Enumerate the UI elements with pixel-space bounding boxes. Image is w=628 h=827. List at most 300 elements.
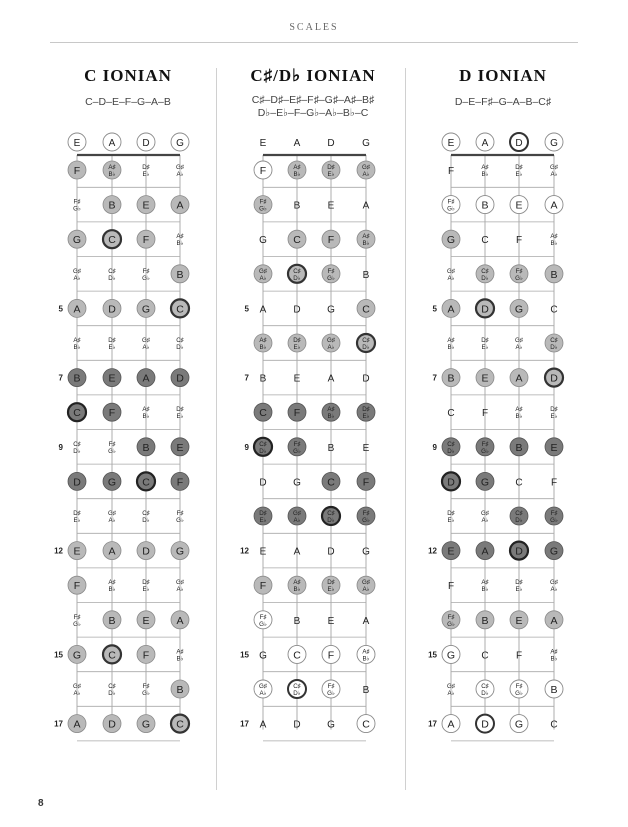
note-2-fret12-string4-label: G bbox=[362, 546, 370, 558]
note-1-fret6-string1-label-flat: B♭ bbox=[73, 344, 81, 351]
note-3-fret14-string1-label-flat: G♭ bbox=[447, 620, 455, 628]
note-3-fret15-string2-label: C bbox=[481, 650, 489, 662]
note-2-fret17-string3-label: G bbox=[327, 719, 335, 731]
note-1-fret11-string3-label-sharp: C♯ bbox=[142, 510, 150, 517]
open-string-2-4-label: G bbox=[362, 138, 370, 149]
note-1-fret13-string2-label-flat: B♭ bbox=[108, 586, 116, 594]
note-1-fret7-string2-label: E bbox=[108, 372, 116, 385]
note-1-fret16-string2-label-flat: D♭ bbox=[108, 690, 116, 697]
note-3-fret16-string3-label-sharp: F♯ bbox=[515, 683, 523, 690]
note-2-fret6-string4-label-flat: D♭ bbox=[362, 344, 370, 351]
note-1-fret4-string3-label-flat: G♭ bbox=[142, 274, 150, 282]
note-1-fret15-string3-label: F bbox=[142, 649, 150, 662]
open-string-2-2-label: A bbox=[293, 138, 301, 149]
scale-notes-2b: D♭–E♭–F–G♭–A♭–B♭–C bbox=[257, 107, 369, 119]
note-2-fret9-string2-label-flat: G♭ bbox=[293, 447, 301, 455]
note-3-fret6-string2-label-flat: E♭ bbox=[481, 344, 489, 351]
note-1-fret3-string3-label: F bbox=[142, 234, 150, 247]
note-3-fret7-string4-label: D bbox=[550, 372, 558, 385]
note-1-fret4-string3-label-sharp: F♯ bbox=[142, 267, 150, 275]
note-3-fret14-string4-label: A bbox=[550, 614, 558, 627]
note-2-fret15-string1-label: G bbox=[259, 650, 267, 662]
note-2-fret10-string4-label: F bbox=[362, 476, 370, 489]
note-2-fret13-string2-label-flat: B♭ bbox=[293, 586, 301, 594]
note-1-fret10-string3-label: C bbox=[142, 476, 150, 489]
note-1-fret11-string4-label-sharp: F♯ bbox=[176, 510, 184, 517]
note-3-fret9-string2-label-sharp: F♯ bbox=[481, 440, 489, 448]
fret-marker-3-12: 12 bbox=[428, 546, 437, 556]
note-1-fret6-string3-label-sharp: G♯ bbox=[142, 337, 150, 344]
note-3-fret6-string4-label-sharp: C♯ bbox=[550, 337, 558, 344]
note-1-fret4-string2-label-sharp: C♯ bbox=[108, 267, 116, 275]
fret-marker-2-9: 9 bbox=[244, 442, 249, 452]
note-2-fret1-string1-label: F bbox=[259, 165, 267, 177]
note-2-fret15-string3-label: F bbox=[327, 649, 335, 662]
note-1-fret5-string1-label: A bbox=[73, 303, 81, 316]
note-1-fret7-string3-label: A bbox=[142, 372, 150, 385]
note-1-fret12-string3-label: D bbox=[142, 545, 150, 558]
note-1-fret1-string4-label-flat: A♭ bbox=[176, 171, 184, 178]
note-3-fret7-string2-label: E bbox=[481, 372, 489, 385]
note-1-fret6-string4-label-sharp: C♯ bbox=[176, 337, 184, 344]
note-3-fret6-string1-label-flat: B♭ bbox=[447, 344, 455, 351]
fret-marker-2-7: 7 bbox=[244, 373, 249, 383]
note-3-fret8-string1-label: C bbox=[447, 408, 455, 420]
note-3-fret9-string3-label: B bbox=[515, 441, 523, 454]
note-3-fret17-string4-label: C bbox=[550, 719, 558, 731]
note-1-fret8-string3-label-flat: B♭ bbox=[142, 413, 150, 421]
note-1-fret16-string3-label-sharp: F♯ bbox=[142, 683, 150, 690]
note-3-fret17-string2-label: D bbox=[481, 718, 489, 731]
note-1-fret10-string1-label: D bbox=[73, 476, 81, 489]
note-3-fret13-string4-label-flat: A♭ bbox=[550, 586, 558, 594]
note-3-fret11-string1-label-sharp: D♯ bbox=[447, 510, 455, 517]
note-3-fret1-string2-label-flat: B♭ bbox=[481, 171, 489, 178]
note-2-fret11-string3-label-sharp: C♯ bbox=[327, 510, 335, 517]
note-1-fret3-string4-label-flat: B♭ bbox=[176, 240, 184, 248]
note-2-fret16-string1-label-flat: A♭ bbox=[259, 690, 267, 697]
fret-marker-1-9: 9 bbox=[58, 442, 63, 452]
scale-notes-3: D–E–F♯–G–A–B–C♯ bbox=[454, 96, 552, 108]
note-2-fret5-string3-label: G bbox=[327, 304, 335, 316]
note-2-fret9-string3-label: B bbox=[327, 442, 335, 454]
note-3-fret6-string3-label-sharp: G♯ bbox=[515, 337, 523, 344]
fret-marker-1-15: 15 bbox=[54, 650, 63, 660]
note-2-fret17-string4-label: C bbox=[362, 718, 370, 731]
note-3-fret16-string4-label: B bbox=[550, 684, 558, 696]
note-3-fret12-string2-label: A bbox=[481, 545, 489, 558]
note-1-fret4-string4-label: B bbox=[176, 268, 184, 281]
fret-marker-1-7: 7 bbox=[58, 373, 63, 383]
note-1-fret9-string1-label-flat: D♭ bbox=[73, 447, 81, 455]
note-2-fret8-string2-label: F bbox=[293, 407, 301, 420]
note-1-fret2-string3-label: E bbox=[142, 199, 150, 212]
note-3-fret1-string4-label-flat: A♭ bbox=[550, 171, 558, 178]
fret-marker-3-5: 5 bbox=[432, 304, 437, 314]
note-2-fret11-string3-label-flat: D♭ bbox=[327, 517, 335, 524]
note-3-fret14-string3-label: E bbox=[515, 614, 523, 627]
fret-marker-3-9: 9 bbox=[432, 442, 437, 452]
note-3-fret16-string2-label-flat: D♭ bbox=[481, 690, 489, 697]
note-3-fret3-string1-label: G bbox=[446, 234, 456, 247]
note-3-fret10-string3-label: C bbox=[515, 477, 523, 489]
note-3-fret1-string3-label-sharp: D♯ bbox=[515, 164, 523, 171]
open-string-1-3-label: D bbox=[142, 138, 150, 149]
scale-title-3: D IONIAN bbox=[459, 66, 547, 85]
note-3-fret6-string2-label-sharp: D♯ bbox=[481, 337, 489, 344]
note-1-fret10-string4-label: F bbox=[176, 476, 184, 489]
note-3-fret11-string3-label-flat: D♭ bbox=[515, 517, 523, 524]
note-3-fret9-string2-label-flat: G♭ bbox=[481, 447, 489, 455]
note-2-fret8-string3-label-flat: B♭ bbox=[327, 413, 335, 421]
note-2-fret15-string2-label: C bbox=[293, 649, 301, 662]
fret-marker-3-17: 17 bbox=[428, 719, 437, 729]
note-1-fret1-string2-label-sharp: A♯ bbox=[108, 164, 116, 171]
note-2-fret16-string2-label-sharp: C♯ bbox=[293, 683, 301, 690]
note-1-fret9-string3-label: B bbox=[142, 441, 150, 454]
note-2-fret6-string3-label-flat: A♭ bbox=[327, 344, 335, 351]
note-3-fret15-string4-label-sharp: A♯ bbox=[550, 648, 558, 656]
open-string-1-1-label: E bbox=[73, 138, 81, 149]
open-string-3-3-label: D bbox=[515, 138, 523, 149]
note-1-fret13-string1-label: F bbox=[73, 580, 81, 593]
note-1-fret11-string3-label-flat: D♭ bbox=[142, 517, 150, 524]
note-2-fret12-string2-label: A bbox=[293, 546, 301, 558]
note-2-fret8-string4-label-flat: E♭ bbox=[362, 413, 370, 421]
note-2-fret12-string1-label: E bbox=[259, 546, 267, 558]
note-2-fret17-string2-label: D bbox=[293, 719, 301, 731]
note-2-fret9-string4-label: E bbox=[362, 442, 370, 454]
note-3-fret4-string2-label-flat: D♭ bbox=[481, 274, 489, 282]
note-3-fret2-string4-label: A bbox=[550, 199, 558, 212]
note-2-fret8-string4-label-sharp: D♯ bbox=[362, 406, 370, 414]
note-1-fret2-string2-label: B bbox=[108, 199, 116, 212]
note-1-fret1-string3-label-flat: E♭ bbox=[142, 171, 150, 178]
note-3-fret4-string3-label-sharp: F♯ bbox=[515, 267, 523, 275]
note-2-fret3-string3-label: F bbox=[327, 234, 335, 247]
note-1-fret14-string4-label: A bbox=[176, 614, 184, 627]
note-1-fret6-string2-label-flat: E♭ bbox=[108, 344, 116, 351]
note-3-fret13-string3-label-flat: E♭ bbox=[515, 586, 523, 594]
note-2-fret13-string4-label-sharp: G♯ bbox=[362, 579, 370, 587]
open-string-3-2-label: A bbox=[481, 138, 489, 149]
note-2-fret16-string1-label-sharp: G♯ bbox=[259, 683, 267, 690]
note-3-fret8-string2-label: F bbox=[481, 408, 489, 420]
note-2-fret14-string4-label: A bbox=[362, 615, 370, 627]
note-1-fret12-string1-label: E bbox=[73, 545, 81, 558]
note-2-fret14-string1-label-flat: G♭ bbox=[259, 620, 267, 628]
note-2-fret16-string3-label-sharp: F♯ bbox=[327, 683, 335, 690]
note-2-fret11-string1-label-sharp: D♯ bbox=[259, 510, 267, 517]
note-1-fret7-string4-label: D bbox=[176, 372, 184, 385]
note-1-fret9-string2-label-flat: G♭ bbox=[108, 447, 116, 455]
note-3-fret15-string4-label-flat: B♭ bbox=[550, 655, 558, 663]
note-1-fret2-string1-label-flat: G♭ bbox=[73, 205, 81, 213]
note-2-fret6-string3-label-sharp: G♯ bbox=[327, 337, 335, 344]
note-2-fret7-string4-label: D bbox=[362, 373, 370, 385]
note-3-fret1-string2-label-sharp: A♯ bbox=[481, 164, 489, 171]
open-string-1-4-label: G bbox=[176, 138, 184, 149]
note-1-fret3-string2-label: C bbox=[108, 234, 116, 247]
note-2-fret1-string4-label-sharp: G♯ bbox=[362, 164, 370, 171]
note-1-fret15-string4-label-sharp: A♯ bbox=[176, 648, 184, 656]
note-3-fret4-string2-label-sharp: C♯ bbox=[481, 267, 489, 275]
note-2-fret3-string1-label: G bbox=[259, 235, 267, 247]
note-1-fret5-string4-label: C bbox=[176, 303, 184, 316]
note-2-fret8-string1-label: C bbox=[259, 407, 267, 420]
note-1-fret6-string2-label-sharp: D♯ bbox=[108, 337, 116, 344]
note-2-fret13-string4-label-flat: A♭ bbox=[362, 586, 370, 594]
note-1-fret11-string1-label-sharp: D♯ bbox=[73, 510, 81, 517]
note-1-fret14-string1-label-sharp: F♯ bbox=[73, 613, 81, 621]
note-3-fret12-string3-label: D bbox=[515, 545, 523, 558]
note-3-fret16-string1-label-flat: A♭ bbox=[447, 690, 455, 697]
note-2-fret9-string1-label-flat: D♭ bbox=[259, 447, 267, 455]
note-1-fret11-string2-label-sharp: G♯ bbox=[108, 510, 116, 517]
note-1-fret2-string1-label-sharp: F♯ bbox=[73, 198, 81, 206]
note-2-fret5-string4-label: C bbox=[362, 303, 370, 316]
note-3-fret14-string1-label-sharp: F♯ bbox=[447, 613, 455, 621]
note-2-fret16-string2-label-flat: D♭ bbox=[293, 690, 301, 697]
note-2-fret7-string1-label: B bbox=[259, 373, 267, 385]
note-1-fret1-string2-label-flat: B♭ bbox=[108, 171, 116, 178]
note-2-fret6-string2-label-sharp: D♯ bbox=[293, 337, 301, 344]
note-1-fret1-string4-label-sharp: G♯ bbox=[176, 164, 184, 171]
open-string-3-1-label: E bbox=[447, 138, 455, 149]
note-3-fret4-string3-label-flat: G♭ bbox=[515, 274, 523, 282]
note-2-fret13-string3-label-flat: E♭ bbox=[327, 586, 335, 594]
note-2-fret6-string2-label-flat: E♭ bbox=[293, 344, 301, 351]
note-1-fret14-string1-label-flat: G♭ bbox=[73, 620, 81, 628]
note-2-fret12-string3-label: D bbox=[327, 546, 335, 558]
note-2-fret11-string2-label-sharp: G♯ bbox=[293, 510, 301, 517]
note-3-fret13-string1-label: F bbox=[447, 581, 455, 593]
note-2-fret4-string1-label-flat: A♭ bbox=[259, 274, 267, 282]
note-2-fret2-string3-label: E bbox=[327, 200, 335, 212]
note-2-fret6-string1-label-flat: B♭ bbox=[259, 344, 267, 351]
note-1-fret9-string2-label-sharp: F♯ bbox=[108, 440, 116, 448]
fret-marker-1-12: 12 bbox=[54, 546, 63, 556]
note-3-fret13-string2-label-sharp: A♯ bbox=[481, 579, 489, 587]
note-1-fret5-string2-label: D bbox=[108, 303, 116, 316]
note-2-fret3-string4-label-flat: B♭ bbox=[362, 240, 370, 248]
note-1-fret12-string4-label: G bbox=[175, 545, 185, 558]
note-3-fret17-string3-label: G bbox=[514, 718, 524, 731]
note-3-fret1-string3-label-flat: E♭ bbox=[515, 171, 523, 178]
note-3-fret10-string4-label: F bbox=[550, 477, 558, 489]
note-1-fret8-string4-label-sharp: D♯ bbox=[176, 406, 184, 414]
note-3-fret11-string2-label-sharp: G♯ bbox=[481, 510, 489, 517]
note-2-fret11-string1-label-flat: E♭ bbox=[259, 517, 267, 524]
note-2-fret1-string3-label-sharp: D♯ bbox=[327, 164, 335, 171]
note-2-fret4-string2-label-flat: D♭ bbox=[293, 274, 301, 282]
note-2-fret1-string3-label-flat: E♭ bbox=[327, 171, 335, 178]
note-3-fret8-string3-label-flat: B♭ bbox=[515, 413, 523, 421]
note-3-fret6-string3-label-flat: A♭ bbox=[515, 344, 523, 351]
note-1-fret3-string1-label: G bbox=[72, 234, 82, 247]
note-3-fret12-string1-label: E bbox=[447, 545, 455, 558]
note-3-fret10-string1-label: D bbox=[447, 476, 455, 489]
note-1-fret2-string4-label: A bbox=[176, 199, 184, 212]
note-3-fret4-string4-label: B bbox=[550, 268, 558, 281]
note-2-fret7-string3-label: A bbox=[327, 373, 335, 385]
note-3-fret6-string1-label-sharp: A♯ bbox=[447, 337, 455, 344]
note-3-fret14-string2-label: B bbox=[481, 614, 489, 627]
running-header: SCALES bbox=[289, 22, 339, 33]
note-2-fret15-string4-label-sharp: A♯ bbox=[362, 648, 370, 656]
note-2-fret8-string3-label-sharp: A♯ bbox=[327, 406, 335, 414]
note-2-fret10-string2-label: G bbox=[293, 477, 301, 489]
note-1-fret16-string3-label-flat: G♭ bbox=[142, 690, 150, 697]
note-3-fret4-string1-label-sharp: G♯ bbox=[447, 267, 455, 275]
note-1-fret15-string1-label: G bbox=[72, 649, 82, 662]
scale-notes-1: C–D–E–F–G–A–B bbox=[85, 96, 171, 108]
note-2-fret4-string2-label-sharp: C♯ bbox=[293, 267, 301, 275]
note-2-fret13-string3-label-sharp: D♯ bbox=[327, 579, 335, 587]
note-3-fret11-string4-label-sharp: F♯ bbox=[550, 510, 558, 517]
note-3-fret11-string4-label-flat: G♭ bbox=[550, 517, 558, 524]
note-3-fret5-string4-label: C bbox=[550, 304, 558, 316]
note-3-fret15-string3-label: F bbox=[515, 650, 523, 662]
note-3-fret1-string4-label-sharp: G♯ bbox=[550, 164, 558, 171]
note-1-fret15-string2-label: C bbox=[108, 649, 116, 662]
note-3-fret16-string3-label-flat: G♭ bbox=[515, 690, 523, 697]
note-2-fret11-string4-label-flat: G♭ bbox=[362, 517, 370, 524]
note-3-fret8-string4-label-sharp: D♯ bbox=[550, 406, 558, 414]
note-1-fret12-string2-label: A bbox=[108, 545, 116, 558]
note-2-fret2-string4-label: A bbox=[362, 200, 370, 212]
note-1-fret11-string4-label-flat: G♭ bbox=[176, 517, 184, 524]
note-2-fret9-string2-label-sharp: F♯ bbox=[293, 440, 301, 448]
note-1-fret6-string4-label-flat: D♭ bbox=[176, 344, 184, 351]
note-2-fret14-string2-label: B bbox=[293, 615, 301, 627]
note-1-fret15-string4-label-flat: B♭ bbox=[176, 655, 184, 663]
note-2-fret16-string4-label: B bbox=[362, 685, 370, 696]
note-2-fret4-string3-label-flat: G♭ bbox=[327, 274, 335, 282]
open-string-2-3-label: D bbox=[327, 138, 335, 149]
note-3-fret3-string4-label-flat: B♭ bbox=[550, 240, 558, 248]
note-3-fret11-string2-label-flat: A♭ bbox=[481, 517, 489, 524]
note-1-fret17-string3-label: G bbox=[141, 718, 151, 731]
note-3-fret1-string1-label: F bbox=[447, 166, 455, 177]
note-1-fret14-string2-label: B bbox=[108, 614, 116, 627]
open-string-2-1-label: E bbox=[259, 138, 267, 149]
note-1-fret14-string3-label: E bbox=[142, 614, 150, 627]
fret-marker-1-17: 17 bbox=[54, 719, 63, 729]
note-2-fret5-string1-label: A bbox=[259, 304, 267, 316]
note-2-fret3-string4-label-sharp: A♯ bbox=[362, 233, 370, 241]
note-3-fret16-string2-label-sharp: C♯ bbox=[481, 683, 489, 690]
fret-marker-1-5: 5 bbox=[58, 304, 63, 314]
note-3-fret13-string3-label-sharp: D♯ bbox=[515, 579, 523, 587]
note-3-fret2-string3-label: E bbox=[515, 199, 523, 212]
note-3-fret3-string3-label: F bbox=[515, 235, 523, 247]
note-2-fret3-string2-label: C bbox=[293, 234, 301, 247]
note-3-fret11-string1-label-flat: E♭ bbox=[447, 517, 455, 524]
note-3-fret8-string3-label-sharp: A♯ bbox=[515, 406, 523, 414]
note-3-fret7-string1-label: B bbox=[447, 372, 455, 385]
note-1-fret13-string4-label-sharp: G♯ bbox=[176, 579, 184, 587]
note-1-fret11-string2-label-flat: A♭ bbox=[108, 517, 116, 524]
note-2-fret10-string1-label: D bbox=[259, 477, 267, 489]
note-3-fret15-string1-label: G bbox=[446, 649, 456, 662]
note-1-fret11-string1-label-flat: E♭ bbox=[73, 517, 81, 524]
note-1-fret4-string2-label-flat: D♭ bbox=[108, 274, 116, 282]
note-1-fret16-string2-label-sharp: C♯ bbox=[108, 683, 116, 690]
note-3-fret9-string1-label-flat: D♭ bbox=[447, 447, 455, 455]
note-2-fret7-string2-label: E bbox=[293, 373, 301, 385]
note-3-fret9-string1-label-sharp: C♯ bbox=[447, 440, 455, 448]
note-1-fret8-string1-label: C bbox=[73, 407, 81, 420]
open-string-3-4-label: G bbox=[550, 138, 558, 149]
note-2-fret1-string2-label-sharp: A♯ bbox=[293, 164, 301, 171]
note-1-fret8-string3-label-sharp: A♯ bbox=[142, 406, 150, 414]
note-2-fret1-string4-label-flat: A♭ bbox=[362, 171, 370, 178]
note-3-fret9-string4-label: E bbox=[550, 441, 558, 454]
note-1-fret13-string3-label-flat: E♭ bbox=[142, 586, 150, 594]
note-2-fret14-string1-label-sharp: F♯ bbox=[259, 613, 267, 621]
note-1-fret13-string3-label-sharp: D♯ bbox=[142, 579, 150, 587]
note-2-fret1-string2-label-flat: B♭ bbox=[293, 171, 301, 178]
note-1-fret1-string1-label: F bbox=[73, 165, 81, 177]
note-1-fret4-string1-label-flat: A♭ bbox=[73, 274, 81, 282]
note-2-fret6-string1-label-sharp: A♯ bbox=[259, 337, 267, 344]
note-2-fret9-string1-label-sharp: C♯ bbox=[259, 440, 267, 448]
note-2-fret14-string3-label: E bbox=[327, 615, 335, 627]
note-3-fret3-string4-label-sharp: A♯ bbox=[550, 233, 558, 241]
note-2-fret2-string2-label: B bbox=[293, 200, 301, 212]
note-1-fret10-string2-label: G bbox=[107, 476, 117, 489]
note-3-fret6-string4-label-flat: D♭ bbox=[550, 344, 558, 351]
note-2-fret2-string1-label-sharp: F♯ bbox=[259, 198, 267, 206]
note-1-fret17-string4-label: C bbox=[176, 718, 184, 731]
note-2-fret10-string3-label: C bbox=[327, 476, 335, 489]
note-1-fret16-string1-label-sharp: G♯ bbox=[73, 683, 81, 690]
note-3-fret5-string3-label: G bbox=[514, 303, 524, 316]
note-1-fret17-string2-label: D bbox=[108, 718, 116, 731]
note-3-fret3-string2-label: C bbox=[481, 235, 489, 247]
scale-notes-2a: C♯–D♯–E♯–F♯–G♯–A♯–B♯ bbox=[251, 94, 375, 106]
note-1-fret4-string1-label-sharp: G♯ bbox=[73, 267, 81, 275]
note-1-fret16-string1-label-flat: A♭ bbox=[73, 690, 81, 697]
fret-marker-3-15: 15 bbox=[428, 650, 437, 660]
note-2-fret4-string1-label-sharp: G♯ bbox=[259, 267, 267, 275]
note-2-fret5-string2-label: D bbox=[293, 304, 301, 316]
note-2-fret15-string4-label-flat: B♭ bbox=[362, 655, 370, 663]
note-1-fret7-string1-label: B bbox=[73, 372, 81, 385]
note-3-fret10-string2-label: G bbox=[480, 476, 490, 489]
note-3-fret2-string1-label-sharp: F♯ bbox=[447, 198, 455, 206]
note-1-fret6-string3-label-flat: A♭ bbox=[142, 344, 150, 351]
note-3-fret4-string1-label-flat: A♭ bbox=[447, 274, 455, 282]
note-1-fret5-string3-label: G bbox=[141, 303, 151, 316]
fret-marker-2-12: 12 bbox=[240, 546, 249, 556]
note-1-fret8-string4-label-flat: E♭ bbox=[176, 413, 184, 421]
fret-marker-3-7: 7 bbox=[432, 373, 437, 383]
fret-marker-2-17: 17 bbox=[240, 719, 249, 729]
note-1-fret16-string4-label: B bbox=[176, 684, 184, 696]
note-2-fret4-string4-label: B bbox=[362, 269, 370, 281]
note-2-fret11-string4-label-sharp: F♯ bbox=[362, 510, 370, 517]
note-3-fret5-string1-label: A bbox=[447, 303, 455, 316]
note-2-fret4-string3-label-sharp: F♯ bbox=[327, 267, 335, 275]
note-1-fret17-string1-label: A bbox=[73, 718, 81, 731]
note-3-fret7-string3-label: A bbox=[515, 372, 523, 385]
note-2-fret17-string1-label: A bbox=[259, 719, 267, 731]
note-1-fret13-string4-label-flat: A♭ bbox=[176, 586, 184, 594]
note-2-fret13-string2-label-sharp: A♯ bbox=[293, 579, 301, 587]
note-1-fret1-string3-label-sharp: D♯ bbox=[142, 164, 150, 171]
